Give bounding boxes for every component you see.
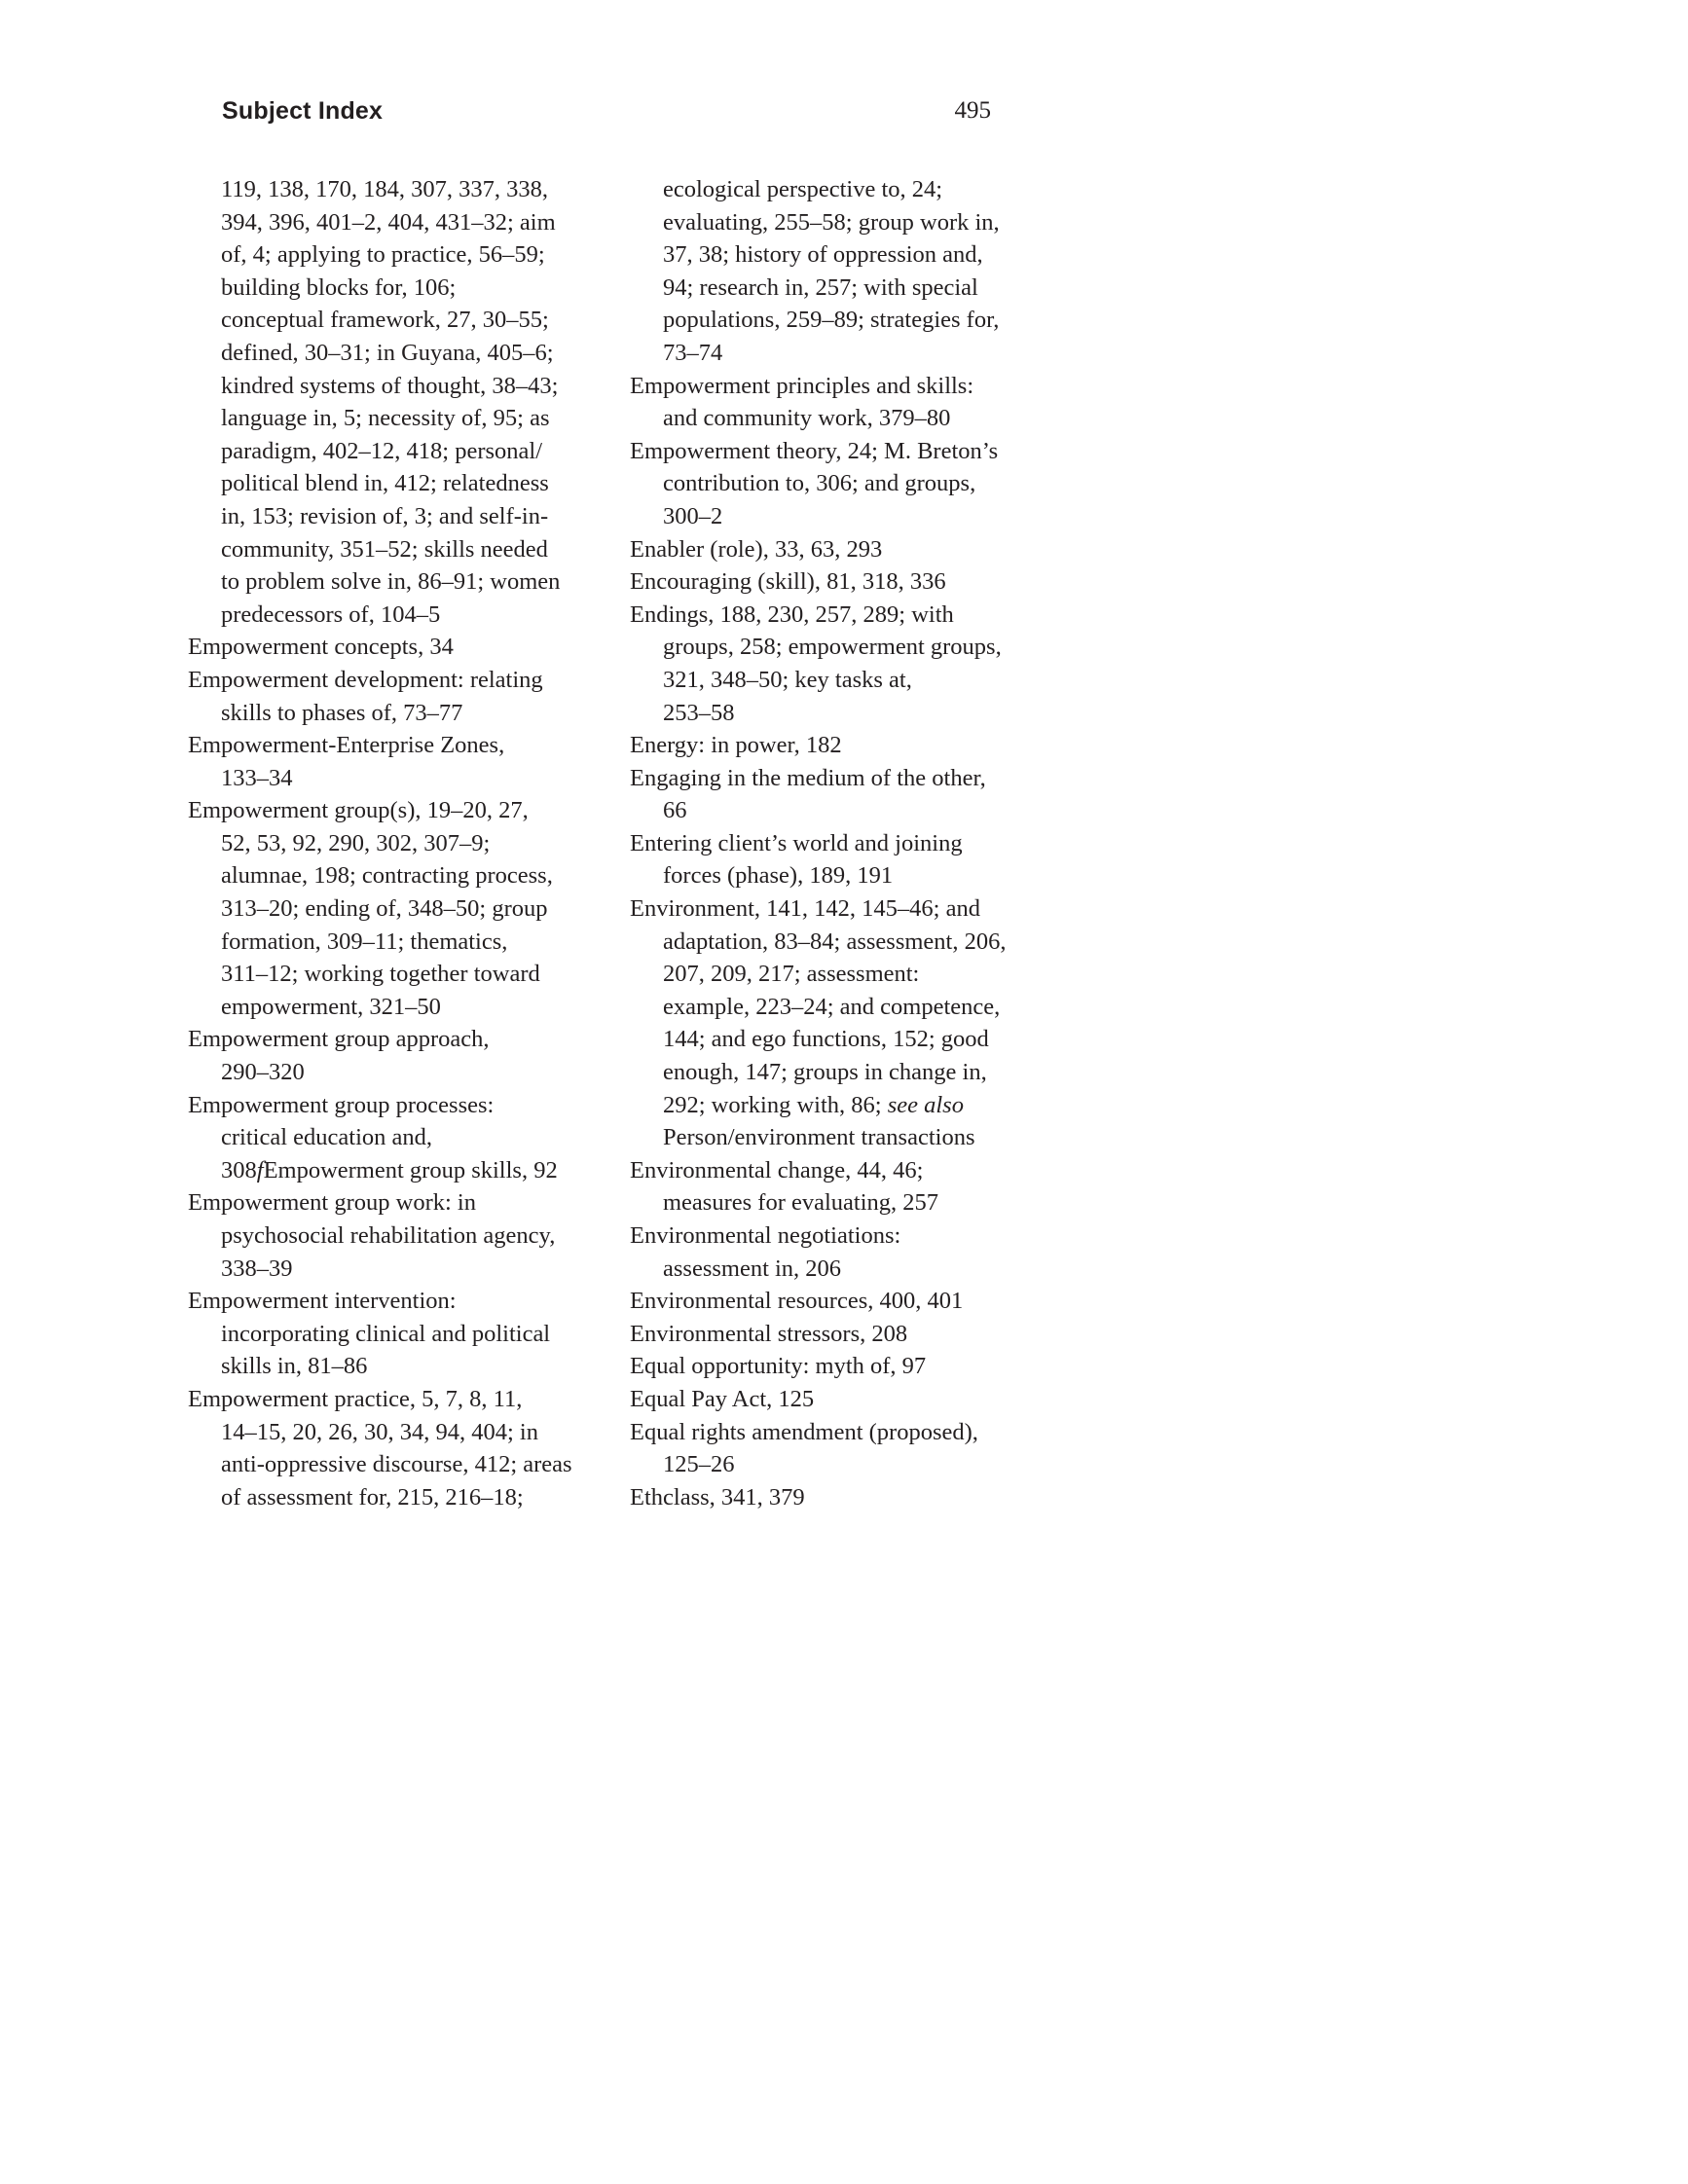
index-entry-continuation: 321, 348–50; key tasks at, — [663, 666, 912, 693]
index-entry-line: Equal Pay Act, 125 — [630, 1385, 815, 1412]
index-entry-continuation: of, 4; applying to practice, 56–59; — [221, 241, 545, 269]
index-entry-continuation: 253–58 — [663, 699, 735, 726]
index-entry-continuation: example, 223–24; and competence, — [663, 993, 1001, 1020]
index-entry-line: Energy: in power, 182 — [630, 732, 842, 759]
index-entry-continuation: forces (phase), 189, 191 — [663, 862, 894, 890]
index-entry-continuation: in, 153; revision of, 3; and self-in- — [221, 502, 549, 529]
index-entry-continuation: 207, 209, 217; assessment: — [663, 961, 920, 988]
index-entry-line: Endings, 188, 230, 257, 289; with — [630, 601, 954, 628]
index-entry-continuation: political blend in, 412; relatedness — [221, 470, 549, 497]
index-entry-line: Empowerment principles and skills: — [630, 372, 974, 399]
index-entry-line: Enabler (role), 33, 63, 293 — [630, 535, 883, 563]
index-entry-continuation: and community work, 379–80 — [663, 405, 951, 432]
index-entry-continuation: ecological perspective to, 24; — [663, 176, 943, 202]
running-head — [222, 97, 991, 136]
index-entry-continuation: alumnae, 198; contracting process, — [221, 862, 553, 890]
index-entry-continuation: conceptual framework, 27, 30–55; — [221, 307, 549, 334]
index-entry-continuation: Person/environment transactions — [663, 1124, 975, 1151]
index-entry-line: Equal rights amendment (proposed), — [630, 1418, 978, 1445]
index-entry-line: Environment, 141, 142, 145–46; and — [630, 895, 980, 923]
index-entry-line: Ethclass, 341, 379 — [630, 1483, 805, 1511]
index-entry-continuation: 313–20; ending of, 348–50; group — [221, 895, 548, 923]
index-entry-line: Empowerment-Enterprise Zones, — [188, 732, 505, 759]
index-entry-continuation: measures for evaluating, 257 — [663, 1189, 939, 1217]
index-entry-continuation: evaluating, 255–58; group work in, — [663, 208, 1000, 236]
index-entry-continuation: paradigm, 402–12, 418; personal/ — [221, 437, 543, 464]
index-column-left — [188, 173, 597, 1513]
index-entry-line: Encouraging (skill), 81, 318, 336 — [630, 568, 946, 596]
index-entry-continuation: 66 — [663, 797, 687, 824]
index-entry-line: Environmental negotiations: — [630, 1222, 901, 1249]
index-entry-continuation: 73–74 — [663, 339, 723, 366]
index-entry-continuation: populations, 259–89; strategies for, — [663, 307, 1000, 334]
index-entry-continuation: 308fEmpowerment group skills, 92 — [221, 1156, 558, 1183]
index-entry-continuation: 125–26 — [663, 1451, 735, 1478]
index-entry-line: Empowerment development: relating — [188, 666, 543, 693]
index-entry-continuation: 119, 138, 170, 184, 307, 337, 338, — [221, 176, 548, 202]
index-entry-continuation: 290–320 — [221, 1059, 305, 1086]
index-entry-line: Environmental change, 44, 46; — [630, 1156, 924, 1183]
index-entry-line: Environmental resources, 400, 401 — [630, 1288, 964, 1315]
index-entry-continuation: building blocks for, 106; — [221, 273, 457, 301]
index-entry-continuation: skills to phases of, 73–77 — [221, 699, 463, 726]
index-entry-continuation: skills in, 81–86 — [221, 1353, 368, 1380]
index-entry-continuation: assessment in, 206 — [663, 1255, 842, 1282]
index-entry-continuation: incorporating clinical and political — [221, 1320, 551, 1347]
index-entry-continuation: 292; working with, 86; see also — [663, 1091, 964, 1118]
page-number: 495 — [954, 97, 991, 124]
index-entry-line: Empowerment intervention: — [188, 1288, 457, 1315]
index-entry-line: Empowerment group processes: — [188, 1091, 495, 1118]
index-entry-line: Empowerment practice, 5, 7, 8, 11, — [188, 1385, 523, 1412]
index-entry-line: Engaging in the medium of the other, — [630, 764, 986, 791]
index-entry-line: Environmental stressors, 208 — [630, 1320, 908, 1347]
index-entry-continuation: 394, 396, 401–2, 404, 431–32; aim — [221, 208, 556, 236]
index-entry-continuation: empowerment, 321–50 — [221, 993, 441, 1020]
index-entry-line: Equal opportunity: myth of, 97 — [630, 1353, 927, 1380]
index-entry-line: Empowerment group work: in — [188, 1189, 476, 1217]
index-entry-continuation: of assessment for, 215, 216–18; — [221, 1483, 524, 1511]
index-entry-continuation: 144; and ego functions, 152; good — [663, 1026, 989, 1053]
index-entry-continuation: community, 351–52; skills needed — [221, 535, 548, 563]
index-entry-continuation: enough, 147; groups in change in, — [663, 1059, 987, 1086]
index-entry-continuation: language in, 5; necessity of, 95; as — [221, 405, 550, 432]
index-entry-continuation: defined, 30–31; in Guyana, 405–6; — [221, 339, 554, 366]
section-title: Subject Index — [222, 97, 384, 125]
index-entry-continuation: psychosocial rehabilitation agency, — [221, 1222, 556, 1249]
index-entry-continuation: groups, 258; empowerment groups, — [663, 634, 1002, 661]
index-entry-continuation: 300–2 — [663, 502, 723, 529]
index-entry-continuation: to problem solve in, 86–91; women — [221, 568, 561, 596]
index-entry-continuation: 133–34 — [221, 764, 293, 791]
index-entry-continuation: contribution to, 306; and groups, — [663, 470, 976, 497]
index-entry-continuation: 94; research in, 257; with special — [663, 273, 978, 301]
index-entry-continuation: adaptation, 83–84; assessment, 206, — [663, 928, 1007, 955]
index-entry-continuation: kindred systems of thought, 38–43; — [221, 372, 559, 399]
index-entry-continuation: 37, 38; history of oppression and, — [663, 241, 983, 269]
index-entry-continuation: 338–39 — [221, 1255, 293, 1282]
index-entry-line: Empowerment group approach, — [188, 1026, 490, 1053]
index-entry-continuation: predecessors of, 104–5 — [221, 601, 441, 628]
index-entry-continuation: critical education and, — [221, 1124, 432, 1151]
index-entry-continuation: 52, 53, 92, 290, 302, 307–9; — [221, 829, 491, 856]
index-entry-line: Entering client’s world and joining — [630, 829, 963, 856]
index-entry-continuation: 311–12; working together toward — [221, 961, 540, 988]
index-entry-continuation: formation, 309–11; thematics, — [221, 928, 508, 955]
index-column-right — [630, 173, 1039, 1513]
index-entry-line: Empowerment concepts, 34 — [188, 634, 454, 661]
index-entry-continuation: anti-oppressive discourse, 412; areas — [221, 1451, 572, 1478]
index-entry-line: Empowerment theory, 24; M. Breton’s — [630, 437, 999, 464]
index-entry-line: Empowerment group(s), 19–20, 27, — [188, 797, 529, 824]
index-entry-continuation: 14–15, 20, 26, 30, 34, 94, 404; in — [221, 1418, 538, 1445]
